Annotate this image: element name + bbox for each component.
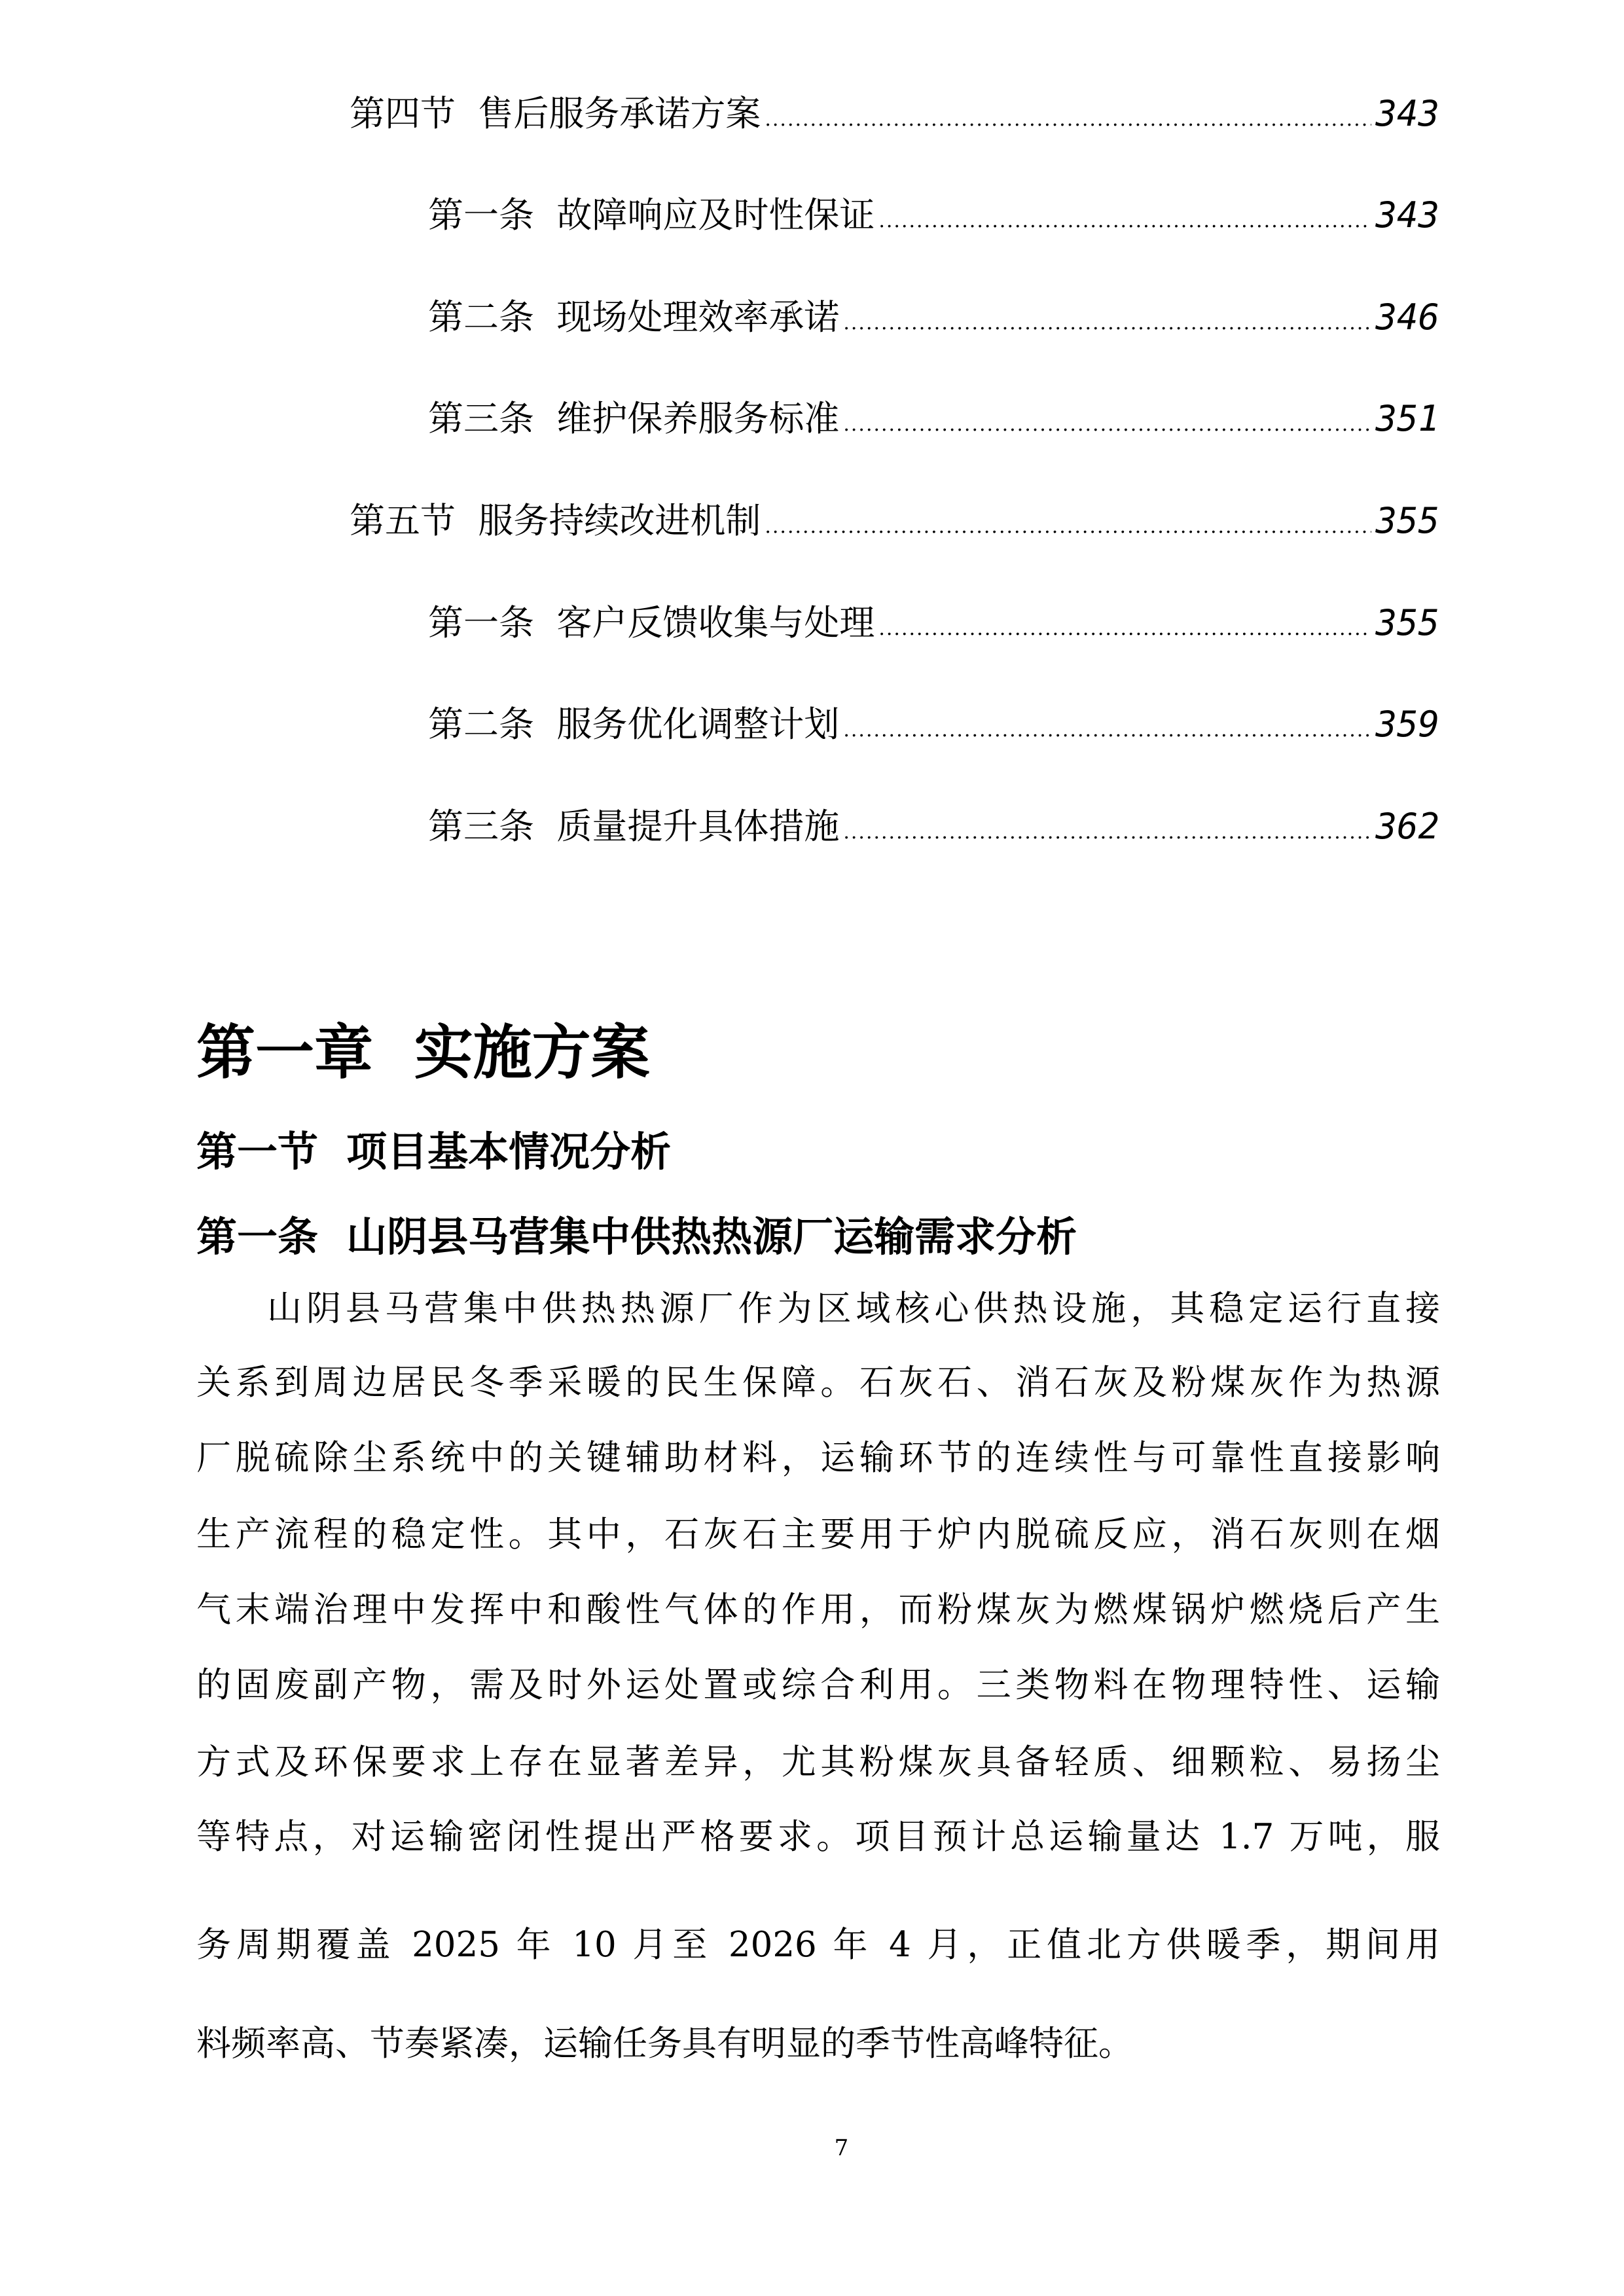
body-line: 方式及环保要求上存在显著差异，尤其粉煤灰具备轻质、细颗粒、易扬尘 (196, 1742, 1440, 1782)
chapter-title: 第一章 实施方案 (196, 1018, 650, 1087)
body-line: 的固废副产物，需及时外运处置或综合利用。三类物料在物理特性、运输 (196, 1665, 1440, 1705)
toc-leader-dots (843, 812, 1371, 853)
body-line: 气末端治理中发挥中和酸性气体的作用，而粉煤灰为燃煤锅炉燃烧后产生 (196, 1590, 1440, 1630)
toc-entry-title: 第一条 故障响应及时性保证 (428, 194, 875, 236)
toc-leader-dots (843, 404, 1371, 446)
section-title: 第一节 项目基本情况分析 (196, 1128, 672, 1175)
toc-entry-title: 第五节 服务持续改进机制 (350, 500, 761, 541)
toc-leader-dots (878, 608, 1371, 650)
toc-entry-title: 第一条 客户反馈收集与处理 (428, 602, 875, 643)
toc-entry-page: 362 (1375, 806, 1439, 847)
toc-entry-page: 355 (1375, 602, 1439, 643)
page-number: 7 (834, 2135, 849, 2161)
toc-entry[interactable] (428, 194, 1439, 242)
toc-entry[interactable] (428, 398, 1439, 446)
toc-leader-dots (843, 302, 1371, 344)
toc-entry-title: 第三条 质量提升具体措施 (428, 806, 840, 847)
body-line: 务周期覆盖 2025 年 10 月至 2026 年 4 月，正值北方供暖季，期间用 (196, 1925, 1440, 1965)
toc-entry-page: 351 (1375, 398, 1439, 439)
toc-leader-dots (878, 200, 1371, 242)
toc-entry-title: 第二条 现场处理效率承诺 (428, 296, 840, 338)
toc-entry[interactable] (428, 806, 1439, 853)
article-title: 第一条 山阴县马营集中供热热源厂运输需求分析 (196, 1213, 1077, 1261)
toc-leader-dots (843, 709, 1371, 751)
toc-entry[interactable] (350, 500, 1439, 548)
toc-entry-page: 343 (1375, 93, 1439, 134)
toc-entry-title: 第二条 服务优化调整计划 (428, 704, 840, 745)
body-line: 等特点，对运输密闭性提出严格要求。项目预计总运输量达 1.7 万吨，服 (196, 1817, 1440, 1857)
body-line: 山阴县马营集中供热热源厂作为区域核心供热设施，其稳定运行直接 (267, 1289, 1440, 1329)
toc-entry-page: 343 (1375, 194, 1439, 236)
body-line: 厂脱硫除尘系统中的关键辅助材料，运输环节的连续性与可靠性直接影响 (196, 1438, 1440, 1478)
body-line: 生产流程的稳定性。其中，石灰石主要用于炉内脱硫反应，消石灰则在烟 (196, 1515, 1440, 1554)
toc-entry-title: 第四节 售后服务承诺方案 (350, 93, 761, 134)
toc-entry-page: 346 (1375, 296, 1439, 338)
toc-entry-title: 第三条 维护保养服务标准 (428, 398, 840, 439)
body-line: 料频率高、节奏紧凑，运输任务具有明显的季节性高峰特征。 (196, 2024, 1133, 2064)
toc-entry[interactable] (350, 93, 1439, 141)
toc-entry[interactable] (428, 296, 1439, 344)
toc-leader-dots (765, 99, 1371, 141)
body-line: 关系到周边居民冬季采暖的民生保障。石灰石、消石灰及粉煤灰作为热源 (196, 1363, 1440, 1403)
toc-entry-page: 359 (1375, 704, 1439, 745)
toc-leader-dots (765, 506, 1371, 548)
toc-entry[interactable] (428, 704, 1439, 751)
toc-entry-page: 355 (1375, 500, 1439, 541)
toc-entry[interactable] (428, 602, 1439, 650)
